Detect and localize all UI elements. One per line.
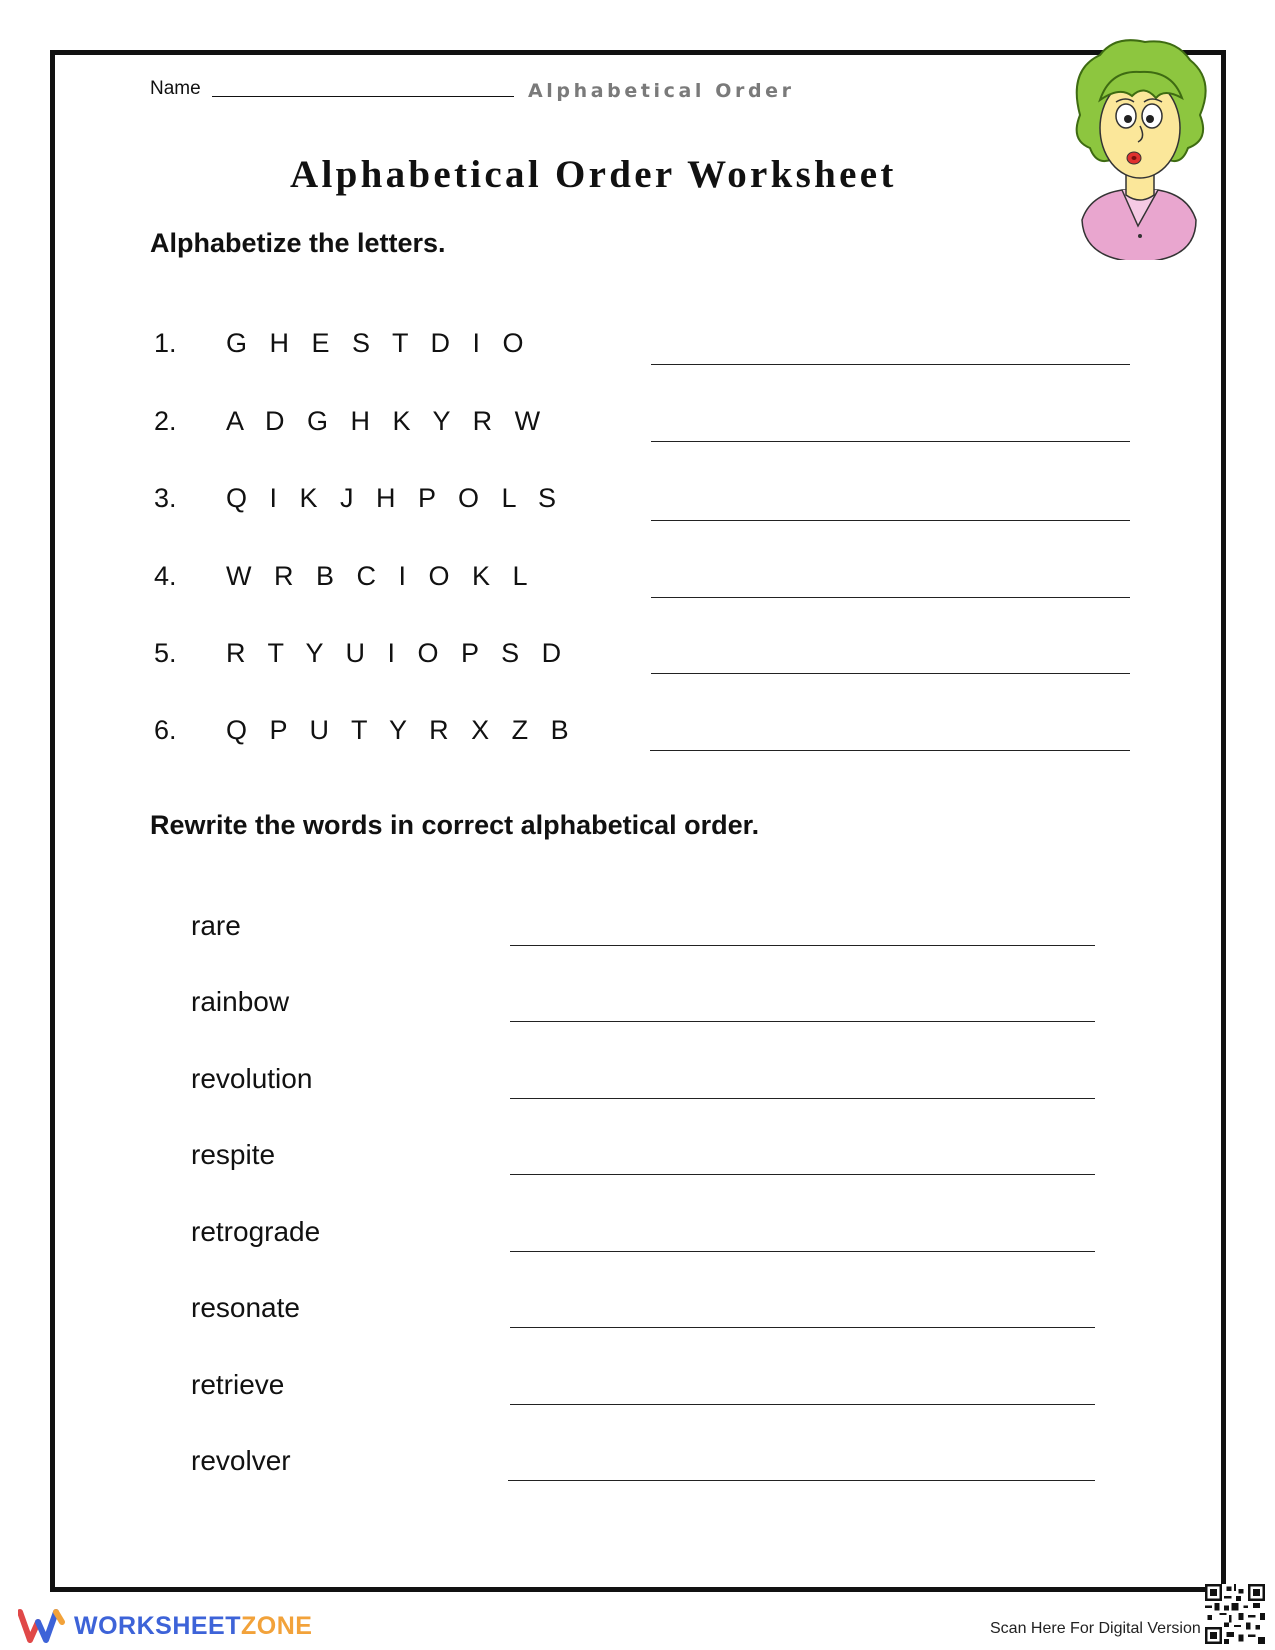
name-input-line[interactable] [212,96,514,97]
cartoon-woman-illustration [1060,30,1220,260]
logo-text-worksheet: WORKSHEET [74,1611,241,1640]
answer-line[interactable] [651,441,1130,442]
word-item: revolver [191,1445,291,1476]
letter-set: R T Y U I O P S D [226,638,569,668]
item-number: 6. [154,715,177,745]
item-number: 2. [154,406,177,436]
word-item: rare [191,910,241,941]
letter-set: A D G H K Y R W [226,406,548,436]
word-item: rainbow [191,986,290,1017]
item-number: 3. [154,483,177,513]
section2-instruction: Rewrite the words in correct alphabetical order. [150,810,760,840]
answer-line[interactable] [650,750,1130,751]
logo-text [74,1612,312,1641]
answer-line[interactable] [510,1404,1095,1405]
answer-line[interactable] [510,1098,1095,1099]
answer-line[interactable] [510,1327,1095,1328]
answer-line[interactable] [510,1174,1095,1175]
word-item: retrieve [191,1369,285,1400]
answer-line[interactable] [508,1480,1095,1481]
name-label: Name [150,78,201,99]
letter-set: Q I K J H P O L S [226,483,564,513]
qr-code-icon[interactable] [1205,1584,1265,1644]
answer-line[interactable] [651,364,1130,365]
worksheet-title: Alphabetical Order Worksheet [290,153,897,196]
logo-w-icon [18,1608,66,1644]
answer-line[interactable] [651,673,1130,674]
answer-line[interactable] [651,597,1130,598]
worksheetzone-logo[interactable] [18,1606,312,1646]
worksheet-tag: Alphabetical Order [528,80,795,102]
logo-text-zone: ZONE [241,1611,313,1640]
answer-line[interactable] [510,1251,1095,1252]
word-item: respite [191,1139,276,1170]
item-number: 1. [154,328,177,358]
letter-set: W R B C I O K L [226,561,536,591]
scan-caption: Scan Here For Digital Version [990,1620,1201,1637]
word-item: revolution [191,1063,313,1094]
word-item: resonate [191,1292,300,1323]
item-number: 4. [154,561,177,591]
answer-line[interactable] [510,1021,1095,1022]
answer-line[interactable] [651,520,1130,521]
word-item: retrograde [191,1216,321,1247]
section1-instruction: Alphabetize the letters. [150,228,446,258]
letter-set: Q P U T Y R X Z B [226,715,577,745]
answer-line[interactable] [510,945,1095,946]
item-number: 5. [154,638,177,668]
letter-set: G H E S T D I O [226,328,532,358]
